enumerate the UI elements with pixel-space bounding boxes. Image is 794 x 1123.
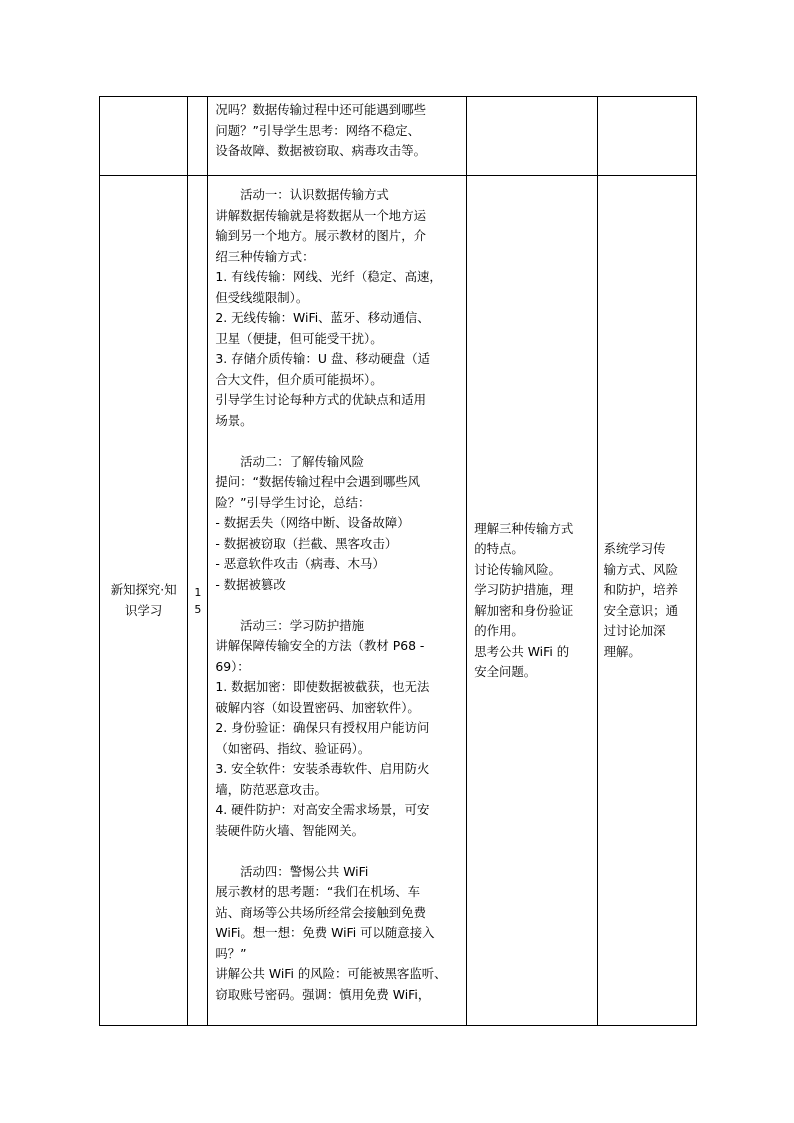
text-line: 学习防护措施，理 (474, 582, 574, 597)
text-line: 况吗？数据传输过程中还可能遇到哪些 (215, 102, 426, 117)
text-line: 设备故障、数据被窃取、病毒攻击等。 (215, 143, 426, 158)
text-line: 2. 无线传输：WiFi、蓝牙、移动通信、 (215, 310, 430, 325)
text-line: - 数据被窃取（拦截、黑客攻击） (215, 535, 398, 551)
text-line: 站、商场等公共场所经常会接触到免费 (215, 904, 426, 920)
teacher-activity-cell (208, 176, 467, 1026)
text-line: - 恶意软件攻击（病毒、木马） (215, 556, 385, 571)
text-line: 场景。 (215, 412, 253, 428)
text-line: 解加密和身份验证 (474, 602, 574, 618)
paragraph-gap (215, 431, 462, 452)
text-line: 绍三种传输方式： (215, 248, 315, 264)
text-line: 展示教材的思考题：“我们在机场、车 (215, 884, 421, 899)
text-line: 问题？”引导学生思考：网络不稳定、 (215, 122, 421, 138)
paragraph-gap (215, 595, 462, 616)
paragraph-gap (215, 841, 462, 862)
text-line: 安全意识；通 (603, 602, 678, 618)
stage-cell (100, 97, 188, 176)
activity-title: 活动三：学习防护措施 (240, 617, 365, 633)
text-line: 安全问题。 (474, 664, 537, 679)
text-line: 输到另一个地方。展示教材的图片，介 (215, 228, 426, 243)
text-line: 的作用。 (474, 623, 524, 638)
text-line: 4. 硬件防护：对高安全需求场景，可安 (215, 802, 430, 817)
text-line: 装硬件防火墙、智能网关。 (215, 822, 365, 838)
student-activity-cell (467, 176, 597, 1026)
text-line: 1. 数据加密：即使数据被截获，也无法 (215, 679, 430, 694)
stage-cell (100, 176, 188, 1026)
time-cell (188, 176, 208, 1026)
design-intent-cell (597, 97, 696, 176)
table-row (100, 176, 697, 1026)
text-line: 3. 安全软件：安装杀毒软件、启用防火 (215, 761, 430, 776)
text-line: 合大文件，但介质可能损坏）。 (215, 371, 383, 387)
activity-title: 活动一：认识数据传输方式 (240, 187, 389, 202)
activity-title: 活动二：了解传输风险 (240, 453, 365, 469)
teacher-activity-cell (208, 97, 467, 176)
text-line: 理解。 (603, 643, 641, 659)
text-line: 理解三种传输方式 (474, 520, 574, 536)
duration-digit: 5 (194, 602, 202, 616)
activity-title: 活动四：警惕公共 WiFi (240, 863, 369, 879)
text-line: 窃取账号密码。强调：慎用免费 WiFi， (215, 986, 431, 1002)
text-line: 讲解数据传输就是将数据从一个地方运 (215, 207, 426, 223)
stage-label: 新知探究·知识学习 (110, 582, 177, 618)
text-line: 讲解公共 WiFi 的风险：可能被黑客监听、 (215, 966, 447, 981)
text-line: 讲解保障传输安全的方法（教材 P68 - (215, 638, 425, 653)
text-line: 讨论传输风险。 (474, 561, 561, 577)
text-line: 思考公共 WiFi 的 (474, 643, 570, 659)
time-cell (188, 97, 208, 176)
text-line: 吗？” (215, 945, 247, 961)
text-line: - 数据丢失（网络中断、设备故障） (215, 515, 410, 530)
text-line: 系统学习传 (603, 541, 666, 556)
lesson-plan-table (99, 96, 697, 1026)
text-line: 破解内容（如设置密码、加密软件）。 (215, 699, 420, 715)
text-line: 墙，防范恶意攻击。 (215, 781, 327, 797)
text-line: 输方式、风险 (603, 561, 678, 577)
text-line: 卫星（便捷，但可能受干扰）。 (215, 330, 383, 346)
text-line: 引导学生讨论每种方式的优缺点和适用 (215, 392, 426, 407)
student-activity-cell (467, 97, 597, 176)
text-line: 险？”引导学生讨论，总结： (215, 494, 371, 510)
text-line: WiFi。想一想：免费 WiFi 可以随意接入 (215, 925, 435, 940)
design-intent-cell (597, 176, 696, 1026)
text-line: （如密码、指纹、验证码）。 (215, 740, 371, 756)
table-row (100, 97, 697, 176)
text-line: - 数据被篡改 (215, 576, 286, 592)
text-line: 过讨论加深 (603, 623, 666, 638)
text-line: 但受线缆限制）。 (215, 289, 309, 305)
text-line: 和防护，培养 (603, 582, 678, 597)
text-line: 3. 存储介质传输：U 盘、移动硬盘（适 (215, 351, 430, 366)
text-line: 69）： (215, 658, 250, 674)
duration-digit: 1 (194, 585, 202, 599)
text-line: 提问：“数据传输过程中会遇到哪些风 (215, 474, 421, 489)
text-line: 1. 有线传输：网线、光纤（稳定、高速， (215, 269, 442, 284)
text-line: 2. 身份验证：确保只有授权用户能访问 (215, 720, 430, 735)
text-line: 的特点。 (474, 541, 524, 556)
